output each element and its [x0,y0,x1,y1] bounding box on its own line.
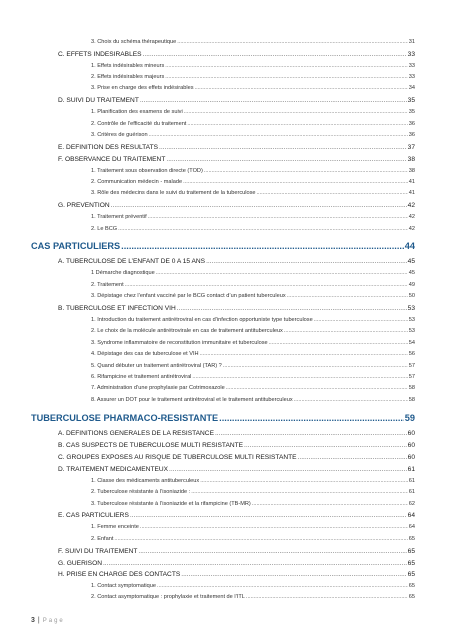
toc-entry-title: A. TUBERCULOSE DE L’ENFANT DE 0 A 15 ANS [58,258,206,265]
page-number: 3 [31,617,35,624]
toc-dot-leader [215,429,407,439]
toc-entry-page: 37 [407,144,415,151]
toc-dot-leader [219,412,404,425]
toc-entry-title: B. TUBERCULOSE ET INFECTION VIH [58,305,176,312]
toc-dot-leader [298,453,407,463]
toc-entry-page: 53 [408,317,415,323]
toc-entry-title: D. SUIVI DU TRAITEMENT [58,97,139,104]
toc-entry-title: C. GROUPES EXPOSES AU RISQUE DE TUBERCULOSE MULTI RESISTANTE [58,454,297,461]
toc-entry-page: 53 [407,305,415,312]
toc-entry-page: 62 [408,501,415,507]
toc-section-entry[interactable] [58,465,415,475]
toc-subsection-entry[interactable] [91,281,415,290]
toc-entry-page: 42 [408,226,415,232]
toc-dot-leader [223,362,408,371]
toc-dot-leader [200,350,408,359]
toc-dot-leader [118,225,408,234]
toc-entry-title: 2. Contrôle de l’efficacité du traitement [91,121,187,127]
toc-dot-leader [246,593,408,602]
toc-subsection-entry[interactable] [91,535,415,544]
toc-entry-title: CAS PARTICULIERS [31,241,121,251]
toc-dot-leader [226,384,408,393]
toc-subsection-entry[interactable] [91,350,415,359]
toc-dot-leader [169,465,407,475]
toc-entry-title: 1. Introduction du traitement antirétroviral en cas d’infection opportuniste type tuberculose [91,317,313,323]
toc-entry-page: 65 [408,536,415,542]
page-label: Page [42,618,65,624]
toc-entry-page: 60 [407,430,415,437]
toc-dot-leader [166,155,406,165]
toc-subsection-entry[interactable] [91,384,415,393]
toc-dot-leader [143,50,407,60]
toc-dot-leader [156,269,408,278]
toc-entry-page: 31 [408,39,415,45]
toc-entry-page: 60 [407,454,415,461]
toc-entry-page: 42 [407,202,415,209]
toc-subsection-entry[interactable] [91,339,415,348]
toc-dot-leader [257,189,408,198]
toc-section-entry[interactable] [58,570,415,580]
page-footer [31,617,65,624]
toc-dot-leader [252,500,408,509]
toc-entry-page: 41 [408,179,415,185]
toc-subsection-entry[interactable] [91,189,415,198]
toc-entry-page: 58 [408,385,415,391]
toc-dot-leader [284,327,408,336]
toc-dot-leader [121,240,404,253]
toc-entry-page: 35 [408,109,415,115]
toc-entry-title: 3. Critères de guérison [91,132,148,138]
toc-dot-leader [183,178,408,187]
toc-entry-title: 1. Effets indésirables mineurs [91,63,165,69]
toc-subsection-entry[interactable] [91,523,415,532]
toc-dot-leader [195,84,408,93]
toc-entry-title: C. EFFETS INDESIRABLES [58,51,142,58]
toc-dot-leader [177,38,408,47]
toc-subsection-entry[interactable] [91,167,415,176]
toc-entry-title: E. CAS PARTICULIERS [58,512,129,519]
toc-subsection-entry[interactable] [91,38,415,47]
toc-dot-leader [204,167,408,176]
toc-entry-title: G. GUERISON [58,560,102,567]
toc-entry-title: 6. Rifampicine et traitement antirétroviral [91,374,192,380]
toc-entry-title: TUBERCULOSE PHARMACO-RESISTANTE [31,413,219,423]
toc-entry-page: 56 [408,351,415,357]
toc-entry-title: 8. Assurer un DOT pour le traitement antirétroviral et le traitement antituberculeux [91,397,293,403]
toc-dot-leader [314,316,408,325]
toc-entry-title: 2. Le choix de la molécule antirétrovirale en cas de traitement antituberculeux [91,328,283,334]
toc-entry-page: 65 [408,594,415,600]
toc-entry-page: 33 [407,51,415,58]
toc-entry-page: 36 [408,121,415,127]
toc-entry-page: 45 [408,270,415,276]
toc-entry-page: 65 [407,548,415,555]
toc-dot-leader [103,559,407,569]
toc-dot-leader [165,62,407,71]
toc-entry-page: 42 [408,214,415,220]
toc-entry-title: 2. Effets indésirables majeurs [91,74,165,80]
toc-dot-leader [140,523,408,532]
toc-entry-page: 45 [407,258,415,265]
toc-subsection-entry[interactable] [91,120,415,129]
toc-subsection-entry[interactable] [91,500,415,509]
toc-entry-title: 1. Traitement préventif [91,214,147,220]
toc-entry-page: 53 [408,328,415,334]
toc-subsection-entry[interactable] [91,213,415,222]
toc-dot-leader [149,131,408,140]
toc-entry-title: 2. Contact asymptomatique : prophylaxie et traitement de l’ITL [91,594,245,600]
toc-entry-page: 64 [408,524,415,530]
toc-entry-title: A. DEFINITIONS GENERALES DE LA RESISTANCE [58,430,214,437]
toc-entry-title: 3. Dépistage chez l’enfant vacciné par le BCG contact d’un patient tuberculeux [91,293,286,299]
toc-entry-page: 57 [408,374,415,380]
toc-entry-title: E. DEFINITION DES RESULTATS [58,144,159,151]
toc-entry-title: 3. Rôle des médecins dans le suivi du traitement de la tuberculose [91,190,256,196]
toc-entry-title: 1. Contact symptomatique [91,583,156,589]
toc-subsection-entry[interactable] [91,269,415,278]
toc-section-entry[interactable] [58,511,415,521]
footer-separator: | [37,617,40,624]
toc-entry-title: 2. Traitement [91,282,124,288]
toc-entry-page: 36 [408,132,415,138]
toc-dot-leader [294,396,408,405]
toc-entry-page: 60 [407,442,415,449]
toc-entry-title: 2. Communication médecin - malade [91,179,183,185]
toc-subsection-entry[interactable] [91,131,415,140]
toc-entry-page: 65 [407,571,415,578]
toc-dot-leader [157,582,408,591]
toc-entry-title: 2. Tuberculose résistante à l’isoniazide : [91,489,191,495]
toc-subsection-entry[interactable] [91,396,415,405]
toc-subsection-entry[interactable] [91,373,415,382]
toc-entry-page: 34 [408,85,415,91]
toc-section-entry[interactable] [58,547,415,557]
toc-subsection-entry[interactable] [91,362,415,371]
toc-entry-title: 2. Enfant [91,536,114,542]
toc-subsection-entry[interactable] [91,178,415,187]
toc-entry-page: 57 [408,363,415,369]
toc-subsection-entry[interactable] [91,582,415,591]
toc-dot-leader [111,201,407,211]
toc-entry-title: F. OBSERVANCE DU TRAITEMENT [58,156,166,163]
toc-dot-leader [130,511,407,521]
toc-entry-title: 3. Prise en charge des effets indésirables [91,85,194,91]
toc-section-entry[interactable] [58,453,415,463]
toc-section-entry[interactable] [58,143,415,153]
toc-entry-page: 61 [408,489,415,495]
toc-subsection-entry[interactable] [91,327,415,336]
toc-dot-leader [187,120,407,129]
toc-entry-page: 38 [408,168,415,174]
toc-entry-title: 1 Démarche diagnostique [91,270,155,276]
toc-entry-title: H. PRISE EN CHARGE DES CONTACTS [58,571,181,578]
toc-entry-title: 3. Choix du schéma thérapeutique [91,39,177,45]
toc-entry-page: 33 [408,63,415,69]
toc-entry-page: 65 [407,560,415,567]
toc-entry-title: 7. Administration d’une prophylaxie par Cotrimoxazole [91,385,225,391]
toc-entry-title: 5. Quand débuter un traitement antirétroviral (TAR) ? [91,363,222,369]
toc-entry-title: F. SUIVI DU TRAITEMENT [58,548,138,555]
toc-subsection-entry[interactable] [91,62,415,71]
toc-part-heading[interactable] [31,240,415,253]
toc-entry-title: 1. Femme enceinte [91,524,139,530]
toc-entry-title: 3. Tuberculose résistante à l’isoniazide et la rifampicine (TB-MR) [91,501,251,507]
toc-section-entry[interactable] [58,559,415,569]
toc-section-entry[interactable] [58,304,415,314]
toc-entry-title: 1. Planification des examens de suivi [91,109,183,115]
toc-dot-leader [148,213,408,222]
toc-dot-leader [200,477,408,486]
toc-entry-title: B. CAS SUSPECTS DE TUBERCULOSE MULTI RESISTANTE [58,442,244,449]
toc-subsection-entry[interactable] [91,84,415,93]
toc-section-entry[interactable] [58,257,415,267]
toc-dot-leader [159,143,407,153]
toc-dot-leader [269,339,408,348]
toc-section-entry[interactable] [58,441,415,451]
toc-subsection-entry[interactable] [91,73,415,82]
toc-entry-title: 1. Classe des médicaments antituberculeux [91,478,200,484]
toc-dot-leader [184,108,408,117]
toc-section-entry[interactable] [58,201,415,211]
toc-section-entry[interactable] [58,429,415,439]
toc-section-entry[interactable] [58,50,415,60]
toc-entry-page: 33 [408,74,415,80]
toc-entry-page: 61 [408,478,415,484]
toc-section-entry[interactable] [58,155,415,165]
toc-entry-title: D. TRAITEMENT MEDICAMENTEUX [58,466,169,473]
toc-entry-page: 50 [408,293,415,299]
toc-section-entry[interactable] [58,96,415,106]
toc-subsection-entry[interactable] [91,488,415,497]
toc-subsection-entry[interactable] [91,593,415,602]
toc-entry-title: 4. Dépistage des cas de tuberculose et VIH [91,351,199,357]
toc-dot-leader [192,373,407,382]
toc-dot-leader [191,488,408,497]
toc-dot-leader [181,570,406,580]
toc-entry-page: 61 [407,466,415,473]
toc-subsection-entry[interactable] [91,225,415,234]
toc-dot-leader [140,96,407,106]
toc-entry-page: 38 [407,156,415,163]
toc-entry-page: 58 [408,397,415,403]
toc-entry-page: 54 [408,340,415,346]
toc-dot-leader [244,441,407,451]
toc-entry-page: 44 [404,241,415,251]
toc-entry-page: 65 [408,583,415,589]
toc-entry-page: 64 [407,512,415,519]
toc-dot-leader [165,73,407,82]
toc-entry-page: 59 [404,413,415,423]
toc-dot-leader [177,304,407,314]
toc-subsection-entry[interactable] [91,108,415,117]
toc-dot-leader [125,281,408,290]
toc-dot-leader [114,535,407,544]
toc-entry-title: 2. Le BCG [91,226,118,232]
toc-subsection-entry[interactable] [91,316,415,325]
toc-dot-leader [138,547,406,557]
toc-dot-leader [206,257,407,267]
toc-dot-leader [287,292,408,301]
toc-entry-title: 3. Syndrome inflammatoire de reconstitution immunitaire et tuberculose [91,340,268,346]
toc-subsection-entry[interactable] [91,477,415,486]
toc-entry-page: 35 [407,97,415,104]
toc-entry-page: 49 [408,282,415,288]
toc-subsection-entry[interactable] [91,292,415,301]
toc-entry-page: 41 [408,190,415,196]
toc-part-heading[interactable] [31,412,415,425]
toc-entry-title: G. PREVENTION [58,202,110,209]
toc-entry-title: 1. Traitement sous observation directe (TOD) [91,168,203,174]
